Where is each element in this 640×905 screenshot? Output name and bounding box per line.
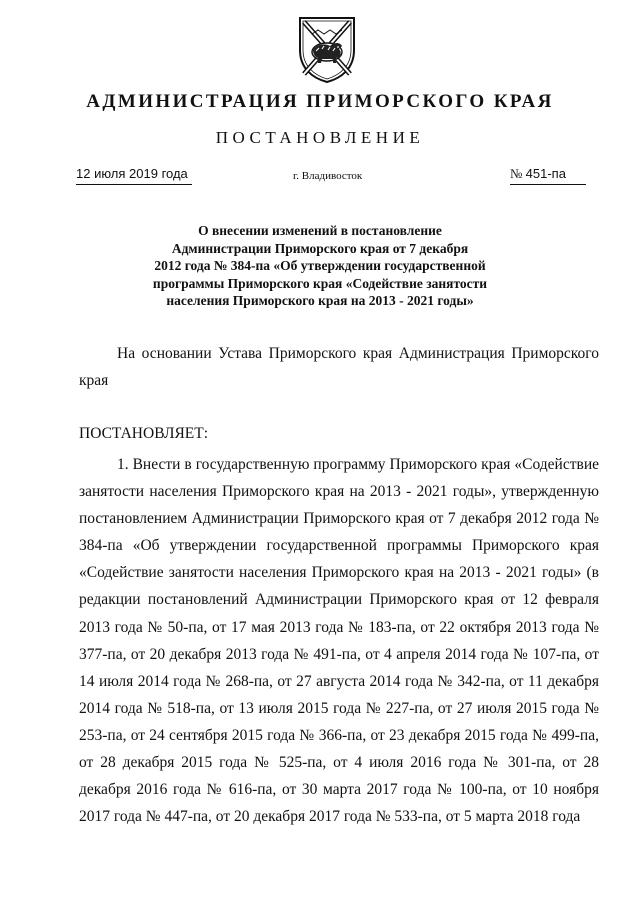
org-title: АДМИНИСТРАЦИЯ ПРИМОРСКОГО КРАЯ: [86, 91, 554, 112]
document-date: 12 июля 2019 года: [76, 166, 192, 185]
subject-line: программы Приморского края «Содействие занятости: [152, 275, 488, 291]
decree-word: ПОСТАНОВЛЯЕТ:: [79, 425, 209, 442]
number-value: 451-па: [525, 166, 566, 181]
primorsky-krai-coat-of-arms-icon: [296, 16, 358, 84]
doc-type-title: ПОСТАНОВЛЕНИЕ: [215, 128, 425, 147]
item-1-paragraph: 1. Внести в государственную программу Приморского края «Содействие занятости населения Приморского края на 2013 - 2021 годы», утвержденную постановлением Администрации Приморского края от 7 декабря 2012 года № 384-па «Об утверждении государственной программы Приморского края «Содействие занятости населения Приморского края на 2013 - 2021 годы» (в редакции постановлений Администрации Приморского края от 12 февраля 2013 года № 50-па, от 17 мая 2013 года № 183-па, от 22 октября 2013 года № 377-па, от 20 декабря 2013 года № 491-па, от 4 апреля 2014 года № 107-па, от 14 июля 2014 года № 268-па, от 27 августа 2014 года № 342-па, от 11 декабря 2014 года № 518-па, от 13 июля 2015 года № 227-па, от 27 июля 2015 года № 253-па, от 24 сентября 2015 года № 366-па, от 23 декабря 2015 года № 499-па, от 28 декабря 2015 года № 525-па, от 4 июля 2016 года № 301-па, от 28 декабря 2016 года № 616-па, от 30 марта 2017 года № 100-па, от 10 ноября 2017 года № 447-па, от 20 декабря 2017 года № 533-па, от 5 марта 2018 года: [79, 456, 599, 826]
subject-line: населения Приморского края на 2013 - 2021 годы»: [166, 293, 474, 308]
basis-paragraph: На основании Устава Приморского края Администрация Приморского края: [79, 345, 599, 389]
document-city: г. Владивосток: [293, 170, 363, 182]
number-prefix: №: [510, 166, 523, 181]
document-body: [79, 451, 599, 830]
subject-line: О внесении изменений в постановление: [198, 223, 442, 238]
subject-line: Администрации Приморского края от 7 декабря: [171, 240, 469, 256]
subject-line: 2012 года № 384-па «Об утверждении государственной: [154, 258, 486, 273]
document-number: [510, 166, 586, 185]
document-subject: [130, 222, 510, 310]
